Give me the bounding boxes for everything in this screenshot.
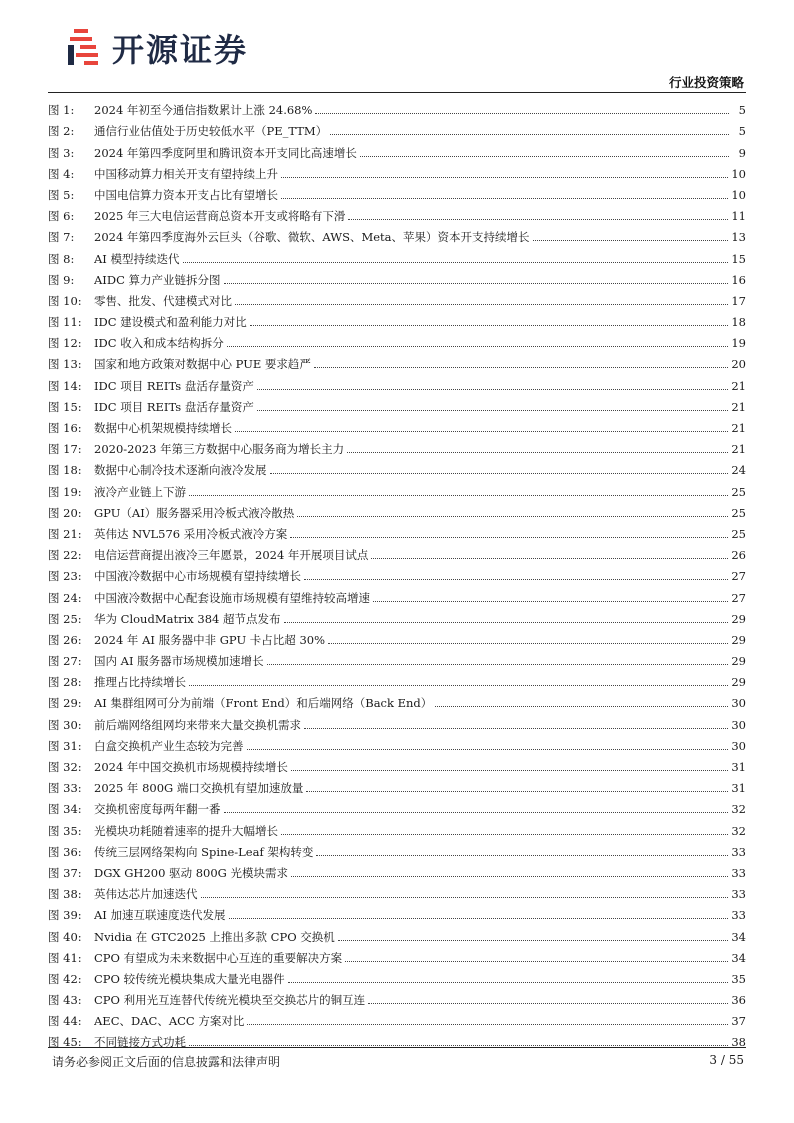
figure-number: 图 36: xyxy=(48,844,82,859)
figure-number: 图 11: xyxy=(48,315,82,330)
figure-title: 交换机密度每两年翻一番 xyxy=(94,802,221,817)
figure-number: 图 30: xyxy=(48,717,82,732)
toc-entry[interactable] xyxy=(48,244,746,265)
figure-number: 图 35: xyxy=(48,823,82,838)
figure-number: 图 44: xyxy=(48,1014,82,1029)
figure-title: 通信行业估值处于历史较低水平（PE_TTM） xyxy=(94,124,328,139)
figure-title: GPU（AI）服务器采用冷板式液冷散热 xyxy=(94,505,295,520)
figure-title: 英伟达 NVL576 采用冷板式液冷方案 xyxy=(94,526,288,541)
dot-leader xyxy=(270,472,729,474)
figure-title: CPO 有望成为未来数据中心互连的重要解决方案 xyxy=(94,950,343,965)
figure-title: 英伟达芯片加速迭代 xyxy=(94,887,198,902)
figure-page-number: 10 xyxy=(731,166,746,181)
figure-title: IDC 收入和成本结构拆分 xyxy=(94,336,224,351)
figure-number: 图 7: xyxy=(48,230,75,245)
figure-page-number: 32 xyxy=(731,823,746,838)
figure-number: 图 2: xyxy=(48,124,75,139)
figure-page-number: 31 xyxy=(731,760,746,774)
toc-entry[interactable] xyxy=(48,96,746,117)
toc-entry[interactable] xyxy=(48,350,746,371)
figure-title: 推理占比持续增长 xyxy=(94,675,186,690)
figure-page-number: 30 xyxy=(731,717,746,732)
toc-entry[interactable] xyxy=(48,605,746,626)
figure-page-number: 36 xyxy=(731,993,746,1008)
figure-number: 图 6: xyxy=(48,209,75,224)
footer-disclaimer: 请务必参阅正文后面的信息披露和法律声明 xyxy=(52,1055,281,1069)
figure-title: 华为 CloudMatrix 384 超节点发布 xyxy=(94,611,281,626)
toc-entry[interactable] xyxy=(48,732,746,753)
figure-page-number: 34 xyxy=(731,950,746,965)
toc-entry[interactable] xyxy=(48,393,746,414)
page-header xyxy=(0,0,794,100)
figure-title: 国内 AI 服务器市场规模加速增长 xyxy=(94,654,264,669)
dot-leader xyxy=(284,621,729,623)
figure-title: 光模块功耗随着速率的提升大幅增长 xyxy=(94,823,278,838)
figure-number: 图 16: xyxy=(48,421,82,435)
dot-leader xyxy=(267,663,729,665)
toc-entry[interactable] xyxy=(48,986,746,1007)
dot-leader xyxy=(330,133,729,135)
toc-entry[interactable] xyxy=(48,499,746,520)
figure-number: 图 28: xyxy=(48,675,82,690)
dot-leader xyxy=(247,748,729,750)
page-number: 3 / 55 xyxy=(709,1053,744,1067)
figure-title: 2024 年第四季度阿里和腾讯资本开支同比高速增长 xyxy=(94,145,357,160)
toc-entry[interactable] xyxy=(48,308,746,329)
figure-page-number: 37 xyxy=(731,1014,746,1029)
toc-entry[interactable] xyxy=(48,944,746,965)
figure-title: 2024 年中国交换机市场规模持续增长 xyxy=(94,760,288,774)
figure-title: 零售、批发、代建模式对比 xyxy=(94,293,232,308)
dot-leader xyxy=(290,536,728,538)
figure-title: 国家和地方政策对数据中心 PUE 要求趋严 xyxy=(94,357,311,372)
figure-page-number: 27 xyxy=(731,569,746,584)
figure-page-number: 38 xyxy=(731,1035,746,1050)
toc-entry[interactable] xyxy=(48,477,746,498)
figure-page-number: 11 xyxy=(731,209,746,224)
toc-entry[interactable] xyxy=(48,287,746,308)
dot-leader xyxy=(201,896,729,898)
figure-page-number: 24 xyxy=(731,463,746,478)
toc-entry[interactable] xyxy=(48,668,746,689)
dot-leader xyxy=(368,1002,728,1004)
figure-title: 中国移动算力相关开支有望持续上升 xyxy=(94,166,278,181)
figure-page-number: 19 xyxy=(731,336,746,351)
toc-entry[interactable] xyxy=(48,329,746,350)
figure-number: 图 42: xyxy=(48,971,82,986)
figure-title: 2020-2023 年第三方数据中心服务商为增长主力 xyxy=(94,442,345,457)
dot-leader xyxy=(189,684,728,686)
toc-entry[interactable] xyxy=(48,965,746,986)
figure-number: 图 33: xyxy=(48,781,82,796)
company-logo xyxy=(66,26,248,70)
figure-number: 图 41: xyxy=(48,950,82,965)
figure-page-number: 25 xyxy=(731,526,746,541)
figure-title: IDC 项目 REITs 盘活存量资产 xyxy=(94,399,254,414)
toc-entry[interactable] xyxy=(48,795,746,816)
figure-page-number: 21 xyxy=(731,378,746,393)
toc-entry[interactable] xyxy=(48,223,746,244)
dot-leader xyxy=(235,430,728,432)
figure-number: 图 32: xyxy=(48,760,82,774)
toc-entry[interactable] xyxy=(48,160,746,181)
figure-page-number: 13 xyxy=(731,230,746,245)
dot-leader xyxy=(316,854,728,856)
figure-title: CPO 较传统光模块集成大量光电器件 xyxy=(94,971,285,986)
figure-number: 图 23: xyxy=(48,569,82,584)
dot-leader xyxy=(348,218,728,220)
figure-page-number: 5 xyxy=(738,103,746,118)
toc-entry[interactable] xyxy=(48,838,746,859)
figure-title: AIDC 算力产业链拆分图 xyxy=(94,272,221,287)
dot-leader xyxy=(304,727,728,729)
toc-entry[interactable] xyxy=(48,859,746,880)
dot-leader xyxy=(373,600,728,602)
figure-title: 2025 年三大电信运营商总资本开支或将略有下滑 xyxy=(94,209,346,224)
figure-page-number: 21 xyxy=(731,421,746,435)
figure-page-number: 26 xyxy=(731,548,746,563)
header-divider xyxy=(48,92,746,93)
dot-leader xyxy=(347,451,728,453)
figure-number: 图 14: xyxy=(48,378,82,393)
toc-entry[interactable] xyxy=(48,626,746,647)
figure-page-number: 20 xyxy=(731,357,746,372)
dot-leader xyxy=(281,197,728,199)
figure-title: 中国电信算力资本开支占比有望增长 xyxy=(94,187,278,202)
figure-number: 图 8: xyxy=(48,251,75,266)
toc-entry[interactable] xyxy=(48,371,746,392)
figure-number: 图 27: xyxy=(48,654,82,669)
toc-entry[interactable] xyxy=(48,414,746,435)
figure-page-number: 29 xyxy=(731,654,746,669)
figure-page-number: 33 xyxy=(731,865,746,880)
figure-number: 图 15: xyxy=(48,399,82,414)
figure-number: 图 9: xyxy=(48,272,75,287)
figure-number: 图 29: xyxy=(48,696,82,711)
dot-leader xyxy=(315,112,729,114)
figure-title: 数据中心机架规模持续增长 xyxy=(94,421,232,435)
dot-leader xyxy=(328,642,728,644)
figure-number: 图 10: xyxy=(48,293,82,308)
figure-page-number: 30 xyxy=(731,696,746,711)
toc-entry[interactable] xyxy=(48,689,746,710)
figure-page-number: 34 xyxy=(731,929,746,944)
dot-leader xyxy=(533,239,729,241)
figure-number: 图 18: xyxy=(48,463,82,478)
figure-title: 2024 年初至今通信指数累计上涨 24.68% xyxy=(94,103,313,118)
figure-page-number: 31 xyxy=(731,781,746,796)
dot-leader xyxy=(224,811,729,813)
dot-leader xyxy=(227,345,729,347)
report-category: 行业投资策略 xyxy=(668,75,744,90)
figure-number: 图 40: xyxy=(48,929,82,944)
figure-number: 图 43: xyxy=(48,993,82,1008)
figure-page-number: 29 xyxy=(731,632,746,647)
figure-number: 图 22: xyxy=(48,548,82,563)
footer-divider xyxy=(48,1047,746,1048)
figure-number: 图 34: xyxy=(48,802,82,817)
dot-leader xyxy=(435,705,728,707)
figure-page-number: 17 xyxy=(731,293,746,308)
toc-entry[interactable] xyxy=(48,583,746,604)
figure-page-number: 25 xyxy=(731,484,746,499)
figure-number: 图 4: xyxy=(48,166,75,181)
figure-page-number: 29 xyxy=(731,675,746,690)
figure-page-number: 5 xyxy=(738,124,746,139)
figure-page-number: 35 xyxy=(731,971,746,986)
dot-leader xyxy=(257,409,729,411)
dot-leader xyxy=(314,366,728,368)
dot-leader xyxy=(306,790,728,792)
figure-title: 电信运营商提出液冷三年愿景，2024 年开展项目试点 xyxy=(94,548,369,563)
figure-number: 图 5: xyxy=(48,187,75,202)
toc-entry[interactable] xyxy=(48,1007,746,1028)
figure-title: 2024 年第四季度海外云巨头（谷歌、微软、AWS、Meta、苹果）资本开支持续增长 xyxy=(94,230,530,245)
figure-number: 图 24: xyxy=(48,590,82,605)
figure-number: 图 3: xyxy=(48,145,75,160)
toc-entry[interactable] xyxy=(48,266,746,287)
dot-leader xyxy=(288,981,729,983)
logo-mark-icon xyxy=(66,27,102,69)
toc-entry[interactable] xyxy=(48,456,746,477)
figure-page-number: 33 xyxy=(731,908,746,923)
figure-number: 图 45: xyxy=(48,1035,82,1050)
figure-title: 中国液冷数据中心市场规模有望持续增长 xyxy=(94,569,301,584)
figure-page-number: 18 xyxy=(731,315,746,330)
figure-page-number: 29 xyxy=(731,611,746,626)
toc-entry[interactable] xyxy=(48,520,746,541)
toc-entry[interactable] xyxy=(48,880,746,901)
toc-entry[interactable] xyxy=(48,138,746,159)
figure-title: 不同链接方式功耗 xyxy=(94,1035,186,1050)
toc-entry[interactable] xyxy=(48,753,746,774)
figure-title: AI 集群组网可分为前端（Front End）和后端网络（Back End） xyxy=(94,696,433,711)
figure-title: 传统三层网络架构向 Spine-Leaf 架构转变 xyxy=(94,844,314,859)
figure-number: 图 12: xyxy=(48,336,82,351)
dot-leader xyxy=(371,557,728,559)
figure-page-number: 25 xyxy=(731,505,746,520)
toc-entry[interactable] xyxy=(48,816,746,837)
figure-title: CPO 利用光互连替代传统光模块至交换芯片的铜互连 xyxy=(94,993,366,1008)
dot-leader xyxy=(183,261,729,263)
figure-page-number: 21 xyxy=(731,399,746,414)
figure-number: 图 37: xyxy=(48,865,82,880)
dot-leader xyxy=(235,303,728,305)
figure-page-number: 21 xyxy=(731,442,746,457)
dot-leader xyxy=(291,769,728,771)
dot-leader xyxy=(281,833,728,835)
figure-title: 前后端网络组网均来带来大量交换机需求 xyxy=(94,717,301,732)
figure-title: 白盒交换机产业生态较为完善 xyxy=(94,738,244,753)
dot-leader xyxy=(281,176,728,178)
figure-number: 图 39: xyxy=(48,908,82,923)
figure-number: 图 21: xyxy=(48,526,82,541)
figure-title: AI 加速互联速度迭代发展 xyxy=(94,908,226,923)
figure-number: 图 31: xyxy=(48,738,82,753)
figure-title: IDC 建设模式和盈利能力对比 xyxy=(94,315,247,330)
toc-entry[interactable] xyxy=(48,710,746,731)
dot-leader xyxy=(297,515,728,517)
dot-leader xyxy=(250,324,729,326)
figure-page-number: 33 xyxy=(731,887,746,902)
figure-title: 2024 年 AI 服务器中非 GPU 卡占比超 30% xyxy=(94,632,326,647)
dot-leader xyxy=(189,494,728,496)
figure-number: 图 20: xyxy=(48,505,82,520)
figure-page-number: 10 xyxy=(731,187,746,202)
figure-title: Nvidia 在 GTC2025 上推出多款 CPO 交换机 xyxy=(94,929,335,944)
figure-number: 图 1: xyxy=(48,103,75,118)
figure-page-number: 15 xyxy=(731,251,746,266)
toc-entry[interactable] xyxy=(48,922,746,943)
figure-page-number: 16 xyxy=(731,272,746,287)
dot-leader xyxy=(257,388,729,390)
figure-title: AI 模型持续迭代 xyxy=(94,251,180,266)
dot-leader xyxy=(224,282,729,284)
toc-entry[interactable] xyxy=(48,181,746,202)
figure-number: 图 17: xyxy=(48,442,82,457)
dot-leader xyxy=(291,875,728,877)
figure-index-list xyxy=(48,96,746,1049)
figure-number: 图 38: xyxy=(48,887,82,902)
figure-number: 图 25: xyxy=(48,611,82,626)
figure-title: 数据中心制冷技术逐渐向液冷发展 xyxy=(94,463,267,478)
figure-page-number: 9 xyxy=(738,145,746,160)
dot-leader xyxy=(229,917,729,919)
toc-entry[interactable] xyxy=(48,435,746,456)
logo-text: 开源证券 xyxy=(112,31,249,69)
toc-entry[interactable] xyxy=(48,202,746,223)
figure-number: 图 19: xyxy=(48,484,82,499)
figure-page-number: 33 xyxy=(731,844,746,859)
toc-entry[interactable] xyxy=(48,117,746,138)
figure-page-number: 30 xyxy=(731,738,746,753)
figure-page-number: 27 xyxy=(731,590,746,605)
dot-leader xyxy=(338,939,729,941)
toc-entry[interactable] xyxy=(48,541,746,562)
figure-title: 2025 年 800G 端口交换机有望加速放量 xyxy=(94,781,304,796)
dot-leader xyxy=(345,960,728,962)
toc-entry[interactable] xyxy=(48,901,746,922)
toc-entry[interactable] xyxy=(48,774,746,795)
figure-number: 图 13: xyxy=(48,357,82,372)
figure-title: IDC 项目 REITs 盘活存量资产 xyxy=(94,378,254,393)
dot-leader xyxy=(247,1023,728,1025)
figure-title: DGX GH200 驱动 800G 光模块需求 xyxy=(94,865,289,880)
dot-leader xyxy=(304,578,728,580)
figure-number: 图 26: xyxy=(48,632,82,647)
dot-leader xyxy=(360,155,729,157)
toc-entry[interactable] xyxy=(48,647,746,668)
figure-title: AEC、DAC、ACC 方案对比 xyxy=(94,1014,245,1029)
toc-entry[interactable] xyxy=(48,562,746,583)
figure-title: 液冷产业链上下游 xyxy=(94,484,186,499)
figure-page-number: 32 xyxy=(731,802,746,817)
figure-title: 中国液冷数据中心配套设施市场规模有望维持较高增速 xyxy=(94,590,370,605)
